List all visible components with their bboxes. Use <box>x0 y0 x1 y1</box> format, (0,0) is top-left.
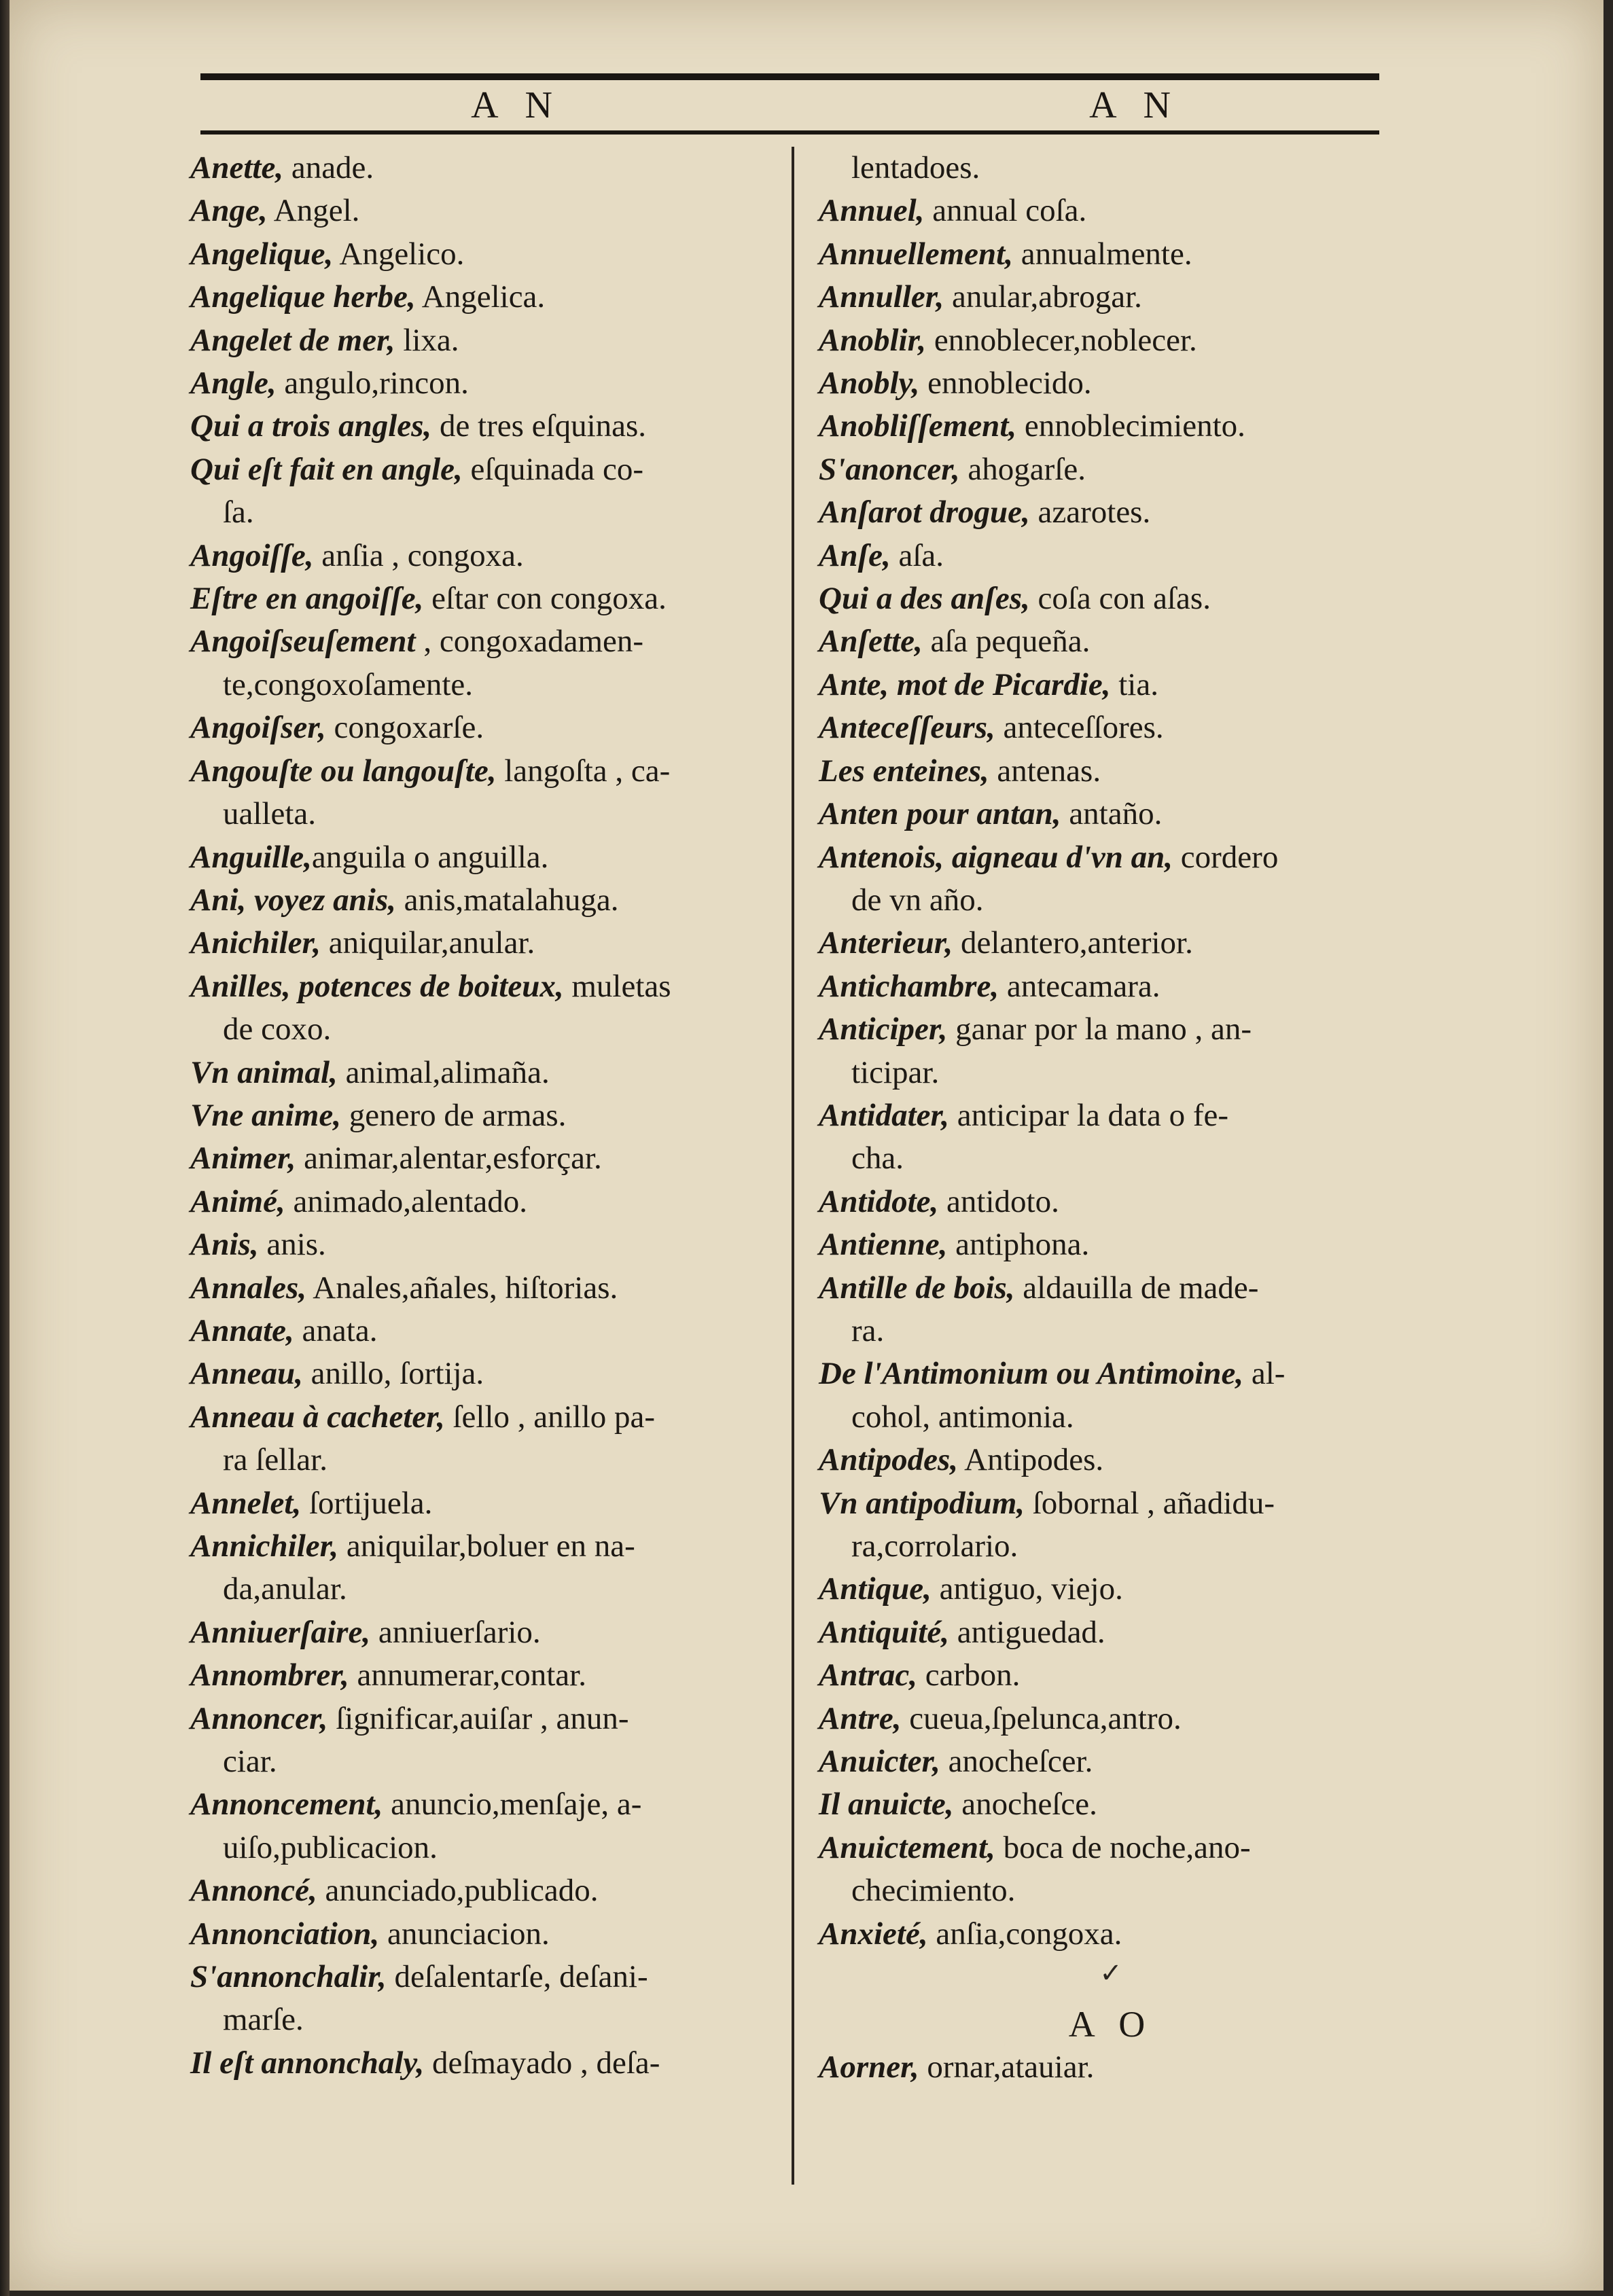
entry-continuation <box>819 1052 1403 1094</box>
definition: Anales,añales, hiſtorias. <box>306 1270 618 1306</box>
definition: animado,alentado. <box>285 1183 528 1219</box>
definition: anis. <box>258 1227 326 1263</box>
dictionary-entry <box>819 1482 1403 1525</box>
headword: Aorner, <box>819 2049 919 2085</box>
definition: antiphona. <box>947 1227 1090 1263</box>
definition: aniquilar,anular. <box>320 925 535 961</box>
dictionary-entry <box>819 319 1403 362</box>
dictionary-entry <box>190 448 775 491</box>
dictionary-entry <box>190 1223 775 1266</box>
dictionary-entry <box>819 1181 1403 1223</box>
dictionary-entry <box>190 190 775 232</box>
dictionary-entry <box>819 1568 1403 1611</box>
dictionary-entry <box>190 1137 775 1180</box>
definition: , congoxadamen- <box>415 624 644 660</box>
headword: Anſe, <box>819 537 891 573</box>
dictionary-entry <box>190 879 775 922</box>
headword: Annichiler, <box>190 1528 339 1564</box>
dictionary-entry <box>819 1267 1403 1310</box>
entry-continuation <box>819 1396 1403 1439</box>
headword: Antrac, <box>819 1657 917 1693</box>
definition: anis,matalahuga. <box>395 882 619 918</box>
definition: anniuerſario. <box>370 1614 541 1650</box>
dictionary-entry <box>190 319 775 362</box>
headword: Anneau à cacheter, <box>190 1399 445 1435</box>
definition: cueua,ſpelunca,antro. <box>901 1700 1182 1736</box>
headword: Antipodes, <box>819 1442 959 1478</box>
headword: Annuller, <box>819 279 944 315</box>
definition: deſmayado , deſa- <box>424 2045 660 2081</box>
definition: de tres eſquinas. <box>431 408 647 444</box>
headword: Anſette, <box>819 624 923 660</box>
dictionary-entry <box>190 1654 775 1697</box>
definition: langoſta , ca- <box>496 753 671 789</box>
dictionary-entry <box>190 922 775 965</box>
dictionary-entry <box>190 233 775 276</box>
headword: Qui eſt fait en angle, <box>190 451 463 487</box>
definition: delantero,anterior. <box>953 925 1193 961</box>
headword: Anniuerſaire, <box>190 1614 371 1650</box>
entry-continuation <box>190 1568 775 1611</box>
dictionary-entry <box>190 405 775 448</box>
header-rule-bottom <box>200 130 1379 134</box>
dictionary-entry <box>819 362 1403 405</box>
right-column <box>819 147 1403 2089</box>
definition: boca de noche,ano- <box>995 1829 1251 1865</box>
dictionary-entry <box>819 1094 1403 1137</box>
headword: Les enteines, <box>819 753 989 789</box>
dictionary-entry <box>190 362 775 405</box>
dictionary-entry <box>819 1611 1403 1654</box>
dictionary-entry <box>819 793 1403 836</box>
definition: anular,abrogar. <box>944 279 1142 315</box>
dictionary-entry <box>819 1008 1403 1051</box>
dictionary-entry <box>819 405 1403 448</box>
headword: Annombrer, <box>190 1657 349 1693</box>
dictionary-entry <box>819 620 1403 663</box>
definition: azarotes. <box>1029 495 1151 531</box>
definition: anſia , congoxa. <box>313 537 524 573</box>
definition: annualmente. <box>1012 236 1192 272</box>
definition: ſobornal , añadidu- <box>1025 1485 1275 1521</box>
entry-continuation <box>190 1008 775 1051</box>
headword: Anteceſſeurs, <box>819 710 995 746</box>
dictionary-entry <box>190 1698 775 1740</box>
dictionary-entry <box>819 836 1403 879</box>
definition: carbon. <box>917 1657 1021 1693</box>
dictionary-entry <box>190 1052 775 1094</box>
definition: anunciacion. <box>379 1916 550 1952</box>
dictionary-entry <box>190 147 775 190</box>
dictionary-entry <box>819 1654 1403 1697</box>
dictionary-entry <box>819 2046 1403 2089</box>
section-heading: A O <box>1068 2004 1154 2045</box>
headword: Angelet de mer, <box>190 322 395 358</box>
headword: Anis, <box>190 1227 259 1263</box>
definition: congoxarſe. <box>325 710 484 746</box>
dictionary-entry <box>819 1439 1403 1482</box>
headword: Anticiper, <box>819 1011 948 1047</box>
definition: Angelico. <box>333 236 465 272</box>
definition: aniquilar,boluer en na- <box>338 1528 635 1564</box>
definition: anocheſcer. <box>940 1744 1093 1780</box>
entry-continuation <box>819 879 1403 922</box>
dictionary-entry <box>190 1396 775 1439</box>
dictionary-entry <box>190 965 775 1008</box>
dictionary-entry <box>190 1094 775 1137</box>
dictionary-entry <box>819 664 1403 706</box>
headword: Ante, mot de Picardie, <box>819 666 1111 702</box>
dictionary-entry <box>190 1913 775 1956</box>
definition: ganar por la mano , an- <box>947 1011 1252 1047</box>
definition: te,congoxoſamente. <box>223 666 474 702</box>
definition: de vn año. <box>851 882 984 918</box>
headword: Anobly, <box>819 365 920 401</box>
definition: ſignificar,auiſar , anun- <box>327 1700 629 1736</box>
definition: antidoto. <box>938 1183 1059 1219</box>
entry-continuation <box>819 1525 1403 1568</box>
headword: Antienne, <box>819 1227 948 1263</box>
column-divider <box>792 147 794 2185</box>
headword: Annate, <box>190 1312 294 1348</box>
headword: Animé, <box>190 1183 285 1219</box>
definition: anillo, ſortija. <box>302 1356 484 1392</box>
definition: aldauilla de made- <box>1014 1270 1259 1306</box>
headword: Angelique, <box>190 236 334 272</box>
headword: Anilles, potences de boiteux, <box>190 968 564 1004</box>
right-column-entries <box>819 147 1403 1956</box>
entry-continuation <box>190 491 775 534</box>
definition: aſa. <box>890 537 944 573</box>
headword: Antichambre, <box>819 968 999 1004</box>
dictionary-entry <box>190 1956 775 1998</box>
definition: marſe. <box>223 2002 304 2038</box>
headword: Annonciation, <box>190 1916 380 1952</box>
headword: Anobliſſement, <box>819 408 1017 444</box>
headword: Anten pour antan, <box>819 796 1061 832</box>
headword: Angelique herbe, <box>190 279 416 315</box>
definition: ciar. <box>223 1744 277 1780</box>
definition: uiſo,publicacion. <box>223 1829 438 1865</box>
definition: animal,alimaña. <box>337 1054 550 1090</box>
definition: ſa. <box>223 495 254 531</box>
headword: Vn antipodium, <box>819 1485 1025 1521</box>
definition: tia. <box>1110 666 1158 702</box>
definition: antiguedad. <box>949 1614 1105 1650</box>
dictionary-entry <box>190 1611 775 1654</box>
headword: Antidater, <box>819 1097 949 1133</box>
definition: ſortijuela. <box>301 1485 433 1521</box>
dictionary-entry <box>819 706 1403 749</box>
dictionary-entry <box>190 1310 775 1352</box>
entry-continuation <box>819 1869 1403 1912</box>
dictionary-entry <box>819 922 1403 965</box>
entry-continuation <box>190 1740 775 1783</box>
definition: ennoblecer,noblecer. <box>926 322 1197 358</box>
headword: Anichiler, <box>190 925 321 961</box>
headword: Vn animal, <box>190 1054 338 1090</box>
headword: Anguille, <box>190 839 312 875</box>
dictionary-entry <box>190 750 775 793</box>
definition: antenas. <box>989 753 1101 789</box>
dictionary-entry <box>819 577 1403 620</box>
definition: Antipodes. <box>958 1442 1104 1478</box>
headword: Annelet, <box>190 1485 302 1521</box>
entry-continuation <box>819 1137 1403 1180</box>
headword: Angle, <box>190 365 277 401</box>
headword: Annuellement, <box>819 236 1013 272</box>
dictionary-entry <box>819 1740 1403 1783</box>
definition: anſia,congoxa. <box>927 1916 1122 1952</box>
definition: cha. <box>851 1141 904 1177</box>
definition: antaño. <box>1061 796 1163 832</box>
definition: deſalentarſe, deſani- <box>386 1959 648 1995</box>
definition: annual coſa. <box>924 193 1087 229</box>
right-running-head: A N <box>1089 84 1180 126</box>
entry-continuation <box>190 664 775 706</box>
dictionary-entry <box>190 1352 775 1395</box>
definition: anuncio,menſaje, a- <box>383 1787 642 1823</box>
definition: ennoblecimiento. <box>1016 408 1245 444</box>
definition: anunciado,publicado. <box>317 1873 599 1909</box>
definition: antiguo, viejo. <box>931 1571 1123 1607</box>
header-rule-top <box>200 73 1379 80</box>
definition: animar,alentar,esforçar. <box>296 1141 602 1177</box>
headword: Anuictement, <box>819 1829 995 1865</box>
headword: S'anoncer, <box>819 451 960 487</box>
section-entries <box>819 2046 1403 2089</box>
definition: lentadoes. <box>851 150 980 185</box>
definition: checimiento. <box>851 1873 1016 1909</box>
dictionary-entry <box>819 1223 1403 1266</box>
definition: anteceſſores. <box>995 710 1164 746</box>
headword: De l'Antimonium ou Antimoine, <box>819 1356 1244 1392</box>
entry-continuation <box>190 793 775 836</box>
dictionary-entry <box>819 750 1403 793</box>
dictionary-entry <box>819 1352 1403 1395</box>
dictionary-entry <box>819 276 1403 319</box>
entry-continuation <box>190 1998 775 2041</box>
headword: Anoblir, <box>819 322 927 358</box>
definition: cohol, antimonia. <box>851 1399 1074 1435</box>
headword: Il anuicte, <box>819 1787 954 1823</box>
dictionary-entry <box>190 2042 775 2085</box>
definition: muletas <box>563 968 671 1004</box>
definition: ſello , anillo pa- <box>444 1399 656 1435</box>
dictionary-entry <box>819 1913 1403 1956</box>
dictionary-entry <box>819 535 1403 577</box>
headword: Qui a des anſes, <box>819 581 1030 617</box>
entry-continuation <box>819 147 1403 190</box>
entry-continuation <box>190 1439 775 1482</box>
definition: anata. <box>294 1312 378 1348</box>
definition: ra ſellar. <box>223 1442 327 1478</box>
definition: da,anular. <box>223 1571 347 1607</box>
dictionary-entry <box>190 1267 775 1310</box>
definition: eſquinada co- <box>462 451 644 487</box>
headword: Angoiſſe, <box>190 537 314 573</box>
definition: ornar,atauiar. <box>919 2049 1095 2085</box>
definition: annumerar,contar. <box>349 1657 586 1693</box>
definition: ra. <box>851 1312 885 1348</box>
definition: genero de armas. <box>340 1097 567 1133</box>
dictionary-entry <box>190 577 775 620</box>
definition: antecamara. <box>999 968 1160 1004</box>
left-running-head: A N <box>471 84 562 126</box>
headword: Annoncement, <box>190 1787 383 1823</box>
dictionary-entry <box>819 965 1403 1008</box>
definition: ualleta. <box>223 796 317 832</box>
definition: eſtar con congoxa. <box>423 581 667 617</box>
dictionary-entry <box>190 1482 775 1525</box>
headword: Anneau, <box>190 1356 303 1392</box>
headword: Antidote, <box>819 1183 939 1219</box>
headword: Ani, voyez anis, <box>190 882 396 918</box>
entry-continuation <box>190 1827 775 1869</box>
dictionary-entry <box>819 233 1403 276</box>
dictionary-entry <box>190 1869 775 1912</box>
dictionary-entry <box>190 836 775 879</box>
definition: anticipar la data o fe- <box>949 1097 1229 1133</box>
dictionary-entry <box>190 1181 775 1223</box>
headword: Vne anime, <box>190 1097 341 1133</box>
left-column <box>190 147 775 2085</box>
dictionary-entry <box>819 491 1403 534</box>
definition: al- <box>1243 1356 1286 1392</box>
headword: Antique, <box>819 1571 932 1607</box>
dictionary-entry <box>819 448 1403 491</box>
headword: Angoiſser, <box>190 710 326 746</box>
entry-continuation <box>819 1310 1403 1352</box>
definition: anade. <box>283 150 374 185</box>
dictionary-entry <box>190 1525 775 1568</box>
check-mark-icon: ✓ <box>1099 1958 1122 1989</box>
headword: Qui a trois angles, <box>190 408 432 444</box>
headword: Annuel, <box>819 193 925 229</box>
definition: cordero <box>1173 839 1279 875</box>
headword: Antiquité, <box>819 1614 949 1650</box>
headword: Antille de bois, <box>819 1270 1015 1306</box>
definition: ahogarſe. <box>959 451 1086 487</box>
definition: ra,corrolario. <box>851 1528 1018 1564</box>
definition: angulo,rincon. <box>276 365 469 401</box>
headword: Anſarot drogue, <box>819 495 1030 531</box>
headword: Il eſt annonchaly, <box>190 2045 425 2081</box>
definition: lixa. <box>395 322 459 358</box>
dictionary-entry <box>190 276 775 319</box>
definition: anguila o anguilla. <box>311 839 549 875</box>
dictionary-entry <box>819 1783 1403 1826</box>
headword: Annoncé, <box>190 1873 317 1909</box>
headword: Antenois, aigneau d'vn an, <box>819 839 1173 875</box>
headword: Anterieur, <box>819 925 953 961</box>
headword: Anuicter, <box>819 1744 940 1780</box>
headword: Anxieté, <box>819 1916 928 1952</box>
headword: Anette, <box>190 150 284 185</box>
definition: Angel. <box>267 193 360 229</box>
definition: ticipar. <box>851 1054 940 1090</box>
headword: S'annonchalir, <box>190 1959 387 1995</box>
definition: ennoblecido. <box>919 365 1092 401</box>
headword: Angouſte ou langouſte, <box>190 753 497 789</box>
headword: Ange, <box>190 193 268 229</box>
headword: Antre, <box>819 1700 902 1736</box>
headword: Annales, <box>190 1270 307 1306</box>
page-edge <box>0 0 10 2296</box>
headword: Annoncer, <box>190 1700 328 1736</box>
definition: de coxo. <box>223 1011 332 1047</box>
headword: Eſtre en angoiſſe, <box>190 581 424 617</box>
definition: aſa pequeña. <box>922 624 1091 660</box>
dictionary-entry <box>819 190 1403 232</box>
definition: anocheſce. <box>953 1787 1097 1823</box>
headword: Animer, <box>190 1141 296 1177</box>
dictionary-entry <box>190 706 775 749</box>
definition: Angelica. <box>415 279 546 315</box>
headword: Angoiſseuſement <box>190 624 416 660</box>
dictionary-entry <box>190 1783 775 1826</box>
dictionary-entry <box>190 535 775 577</box>
dictionary-entry <box>819 1698 1403 1740</box>
dictionary-entry <box>819 1827 1403 1869</box>
dictionary-entry <box>190 620 775 663</box>
definition: coſa con aſas. <box>1029 581 1211 617</box>
